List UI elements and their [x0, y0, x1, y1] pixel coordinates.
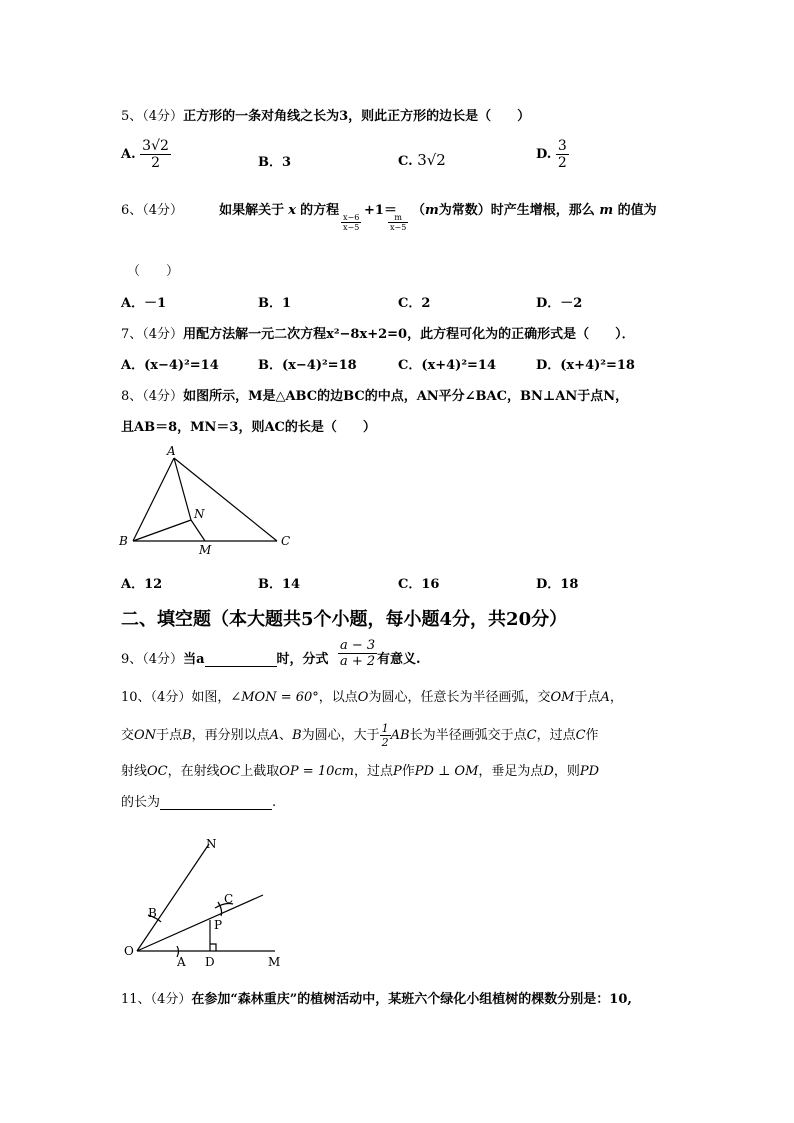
- q8-label-a: A: [167, 444, 176, 458]
- q6-answer-paren: （ ）: [127, 264, 180, 279]
- question-8-stem-line1: 8、（4分）如图所示，M是△ABC的边BC的中点，AN平分∠BAC，BN⊥AN于点N，: [121, 389, 629, 404]
- q10-label-d: D: [205, 955, 215, 969]
- question-9-stem: 9、（4分）当a 时，分式: [121, 652, 329, 667]
- question-10-line4: 的长为 .: [121, 795, 277, 810]
- q6-option-b: B．1: [258, 296, 292, 311]
- q7-option-c: C．(x+4)²=14: [398, 358, 497, 373]
- question-10-line2: 交ON于点B，再分别以点A、B为圆心，大于 $\frac{1}{2}$ AB长为半径画弧交于点C，过点C作: [121, 722, 599, 749]
- q10-label-m: M: [268, 955, 281, 969]
- q6-fraction-left: $\frac{x-6}{x-5}$: [343, 213, 360, 232]
- q8-label-m: M: [199, 543, 212, 557]
- question-5-stem: 5、（4分）正方形的一条对角线之长为3，则此正方形的边长是（ ）: [121, 109, 531, 124]
- section-2-title: 二、填空题（本大题共5个小题，每小题4分，共20分）: [121, 609, 568, 630]
- q10-label-o: O: [124, 944, 134, 958]
- q8-label-c: C: [281, 534, 291, 548]
- q6-stem-tail: （m为常数）时产生增根，那么 m 的值为: [412, 203, 657, 218]
- q7-option-d: D．(x+4)²=18: [536, 358, 635, 373]
- q8-option-c: C．16: [398, 577, 440, 592]
- q6-plus-one: +1＝: [364, 203, 397, 218]
- q6-option-c: C．2: [398, 296, 431, 311]
- q7-option-a: A．(x−4)²=14: [121, 358, 219, 373]
- q8-option-b: B．14: [258, 577, 301, 592]
- q10-label-b: B: [148, 906, 157, 920]
- q10-label-p: P: [214, 918, 223, 932]
- q8-label-n: N: [194, 507, 205, 521]
- q8-triangle-figure: [115, 442, 305, 562]
- q10-angle-figure: [115, 830, 315, 975]
- q6-fraction-right: $\frac{m}{x-5}$: [390, 213, 407, 232]
- q8-label-b: B: [119, 534, 128, 548]
- q9-answer-blank[interactable]: [205, 652, 277, 667]
- q5-option-a: A. $\frac{3√2}{2}$: [121, 138, 169, 171]
- question-6-stem: 6、（4分） 如果解关于 x 的方程: [121, 203, 340, 218]
- q5-option-d-fraction: $\frac{3}{2}$: [557, 138, 567, 171]
- q10-answer-blank[interactable]: [160, 795, 272, 810]
- question-7-stem: 7、（4分）用配方法解一元二次方程x²−8x+2=0，此方程可化为的正确形式是（ ）．: [121, 327, 635, 342]
- q6-option-a: A．－1: [121, 296, 167, 311]
- question-10-line1: 10、（4分）如图，∠MON = 60°，以点O为圆心，任意长为半径画弧，交OM于点A，: [121, 690, 623, 705]
- q9-fraction: $\frac{a - 3}{a + 2}$: [340, 638, 376, 669]
- q7-option-b: B．(x−4)²=18: [258, 358, 357, 373]
- question-11-stem: 11、（4分）在参加“森林重庆”的植树活动中，某班六个绿化小组植树的棵数分别是：10,: [121, 992, 632, 1007]
- q10-label-n: N: [206, 837, 217, 851]
- q6-option-d: D．－2: [536, 296, 583, 311]
- q5-option-a-fraction: $\frac{3√2}{2}$: [142, 138, 169, 171]
- question-10-line3: 射线OC，在射线OC上截取OP = 10cm，过点P作PD ⊥ OM，垂足为点D，则PD: [121, 764, 600, 779]
- q5-option-c: C. 3√2: [398, 151, 446, 169]
- q8-option-a: A．12: [121, 577, 163, 592]
- q9-stem-tail: 有意义.: [377, 652, 421, 667]
- question-8-stem-line2: 且AB＝8，MN＝3，则AC的长是（ ）: [121, 420, 376, 435]
- q5-option-b: B．3: [258, 155, 292, 170]
- q5-option-d: D. $\frac{3}{2}$: [536, 138, 567, 171]
- q10-label-c: C: [224, 892, 234, 906]
- q8-option-d: D．18: [536, 577, 579, 592]
- q10-label-a: A: [177, 955, 186, 969]
